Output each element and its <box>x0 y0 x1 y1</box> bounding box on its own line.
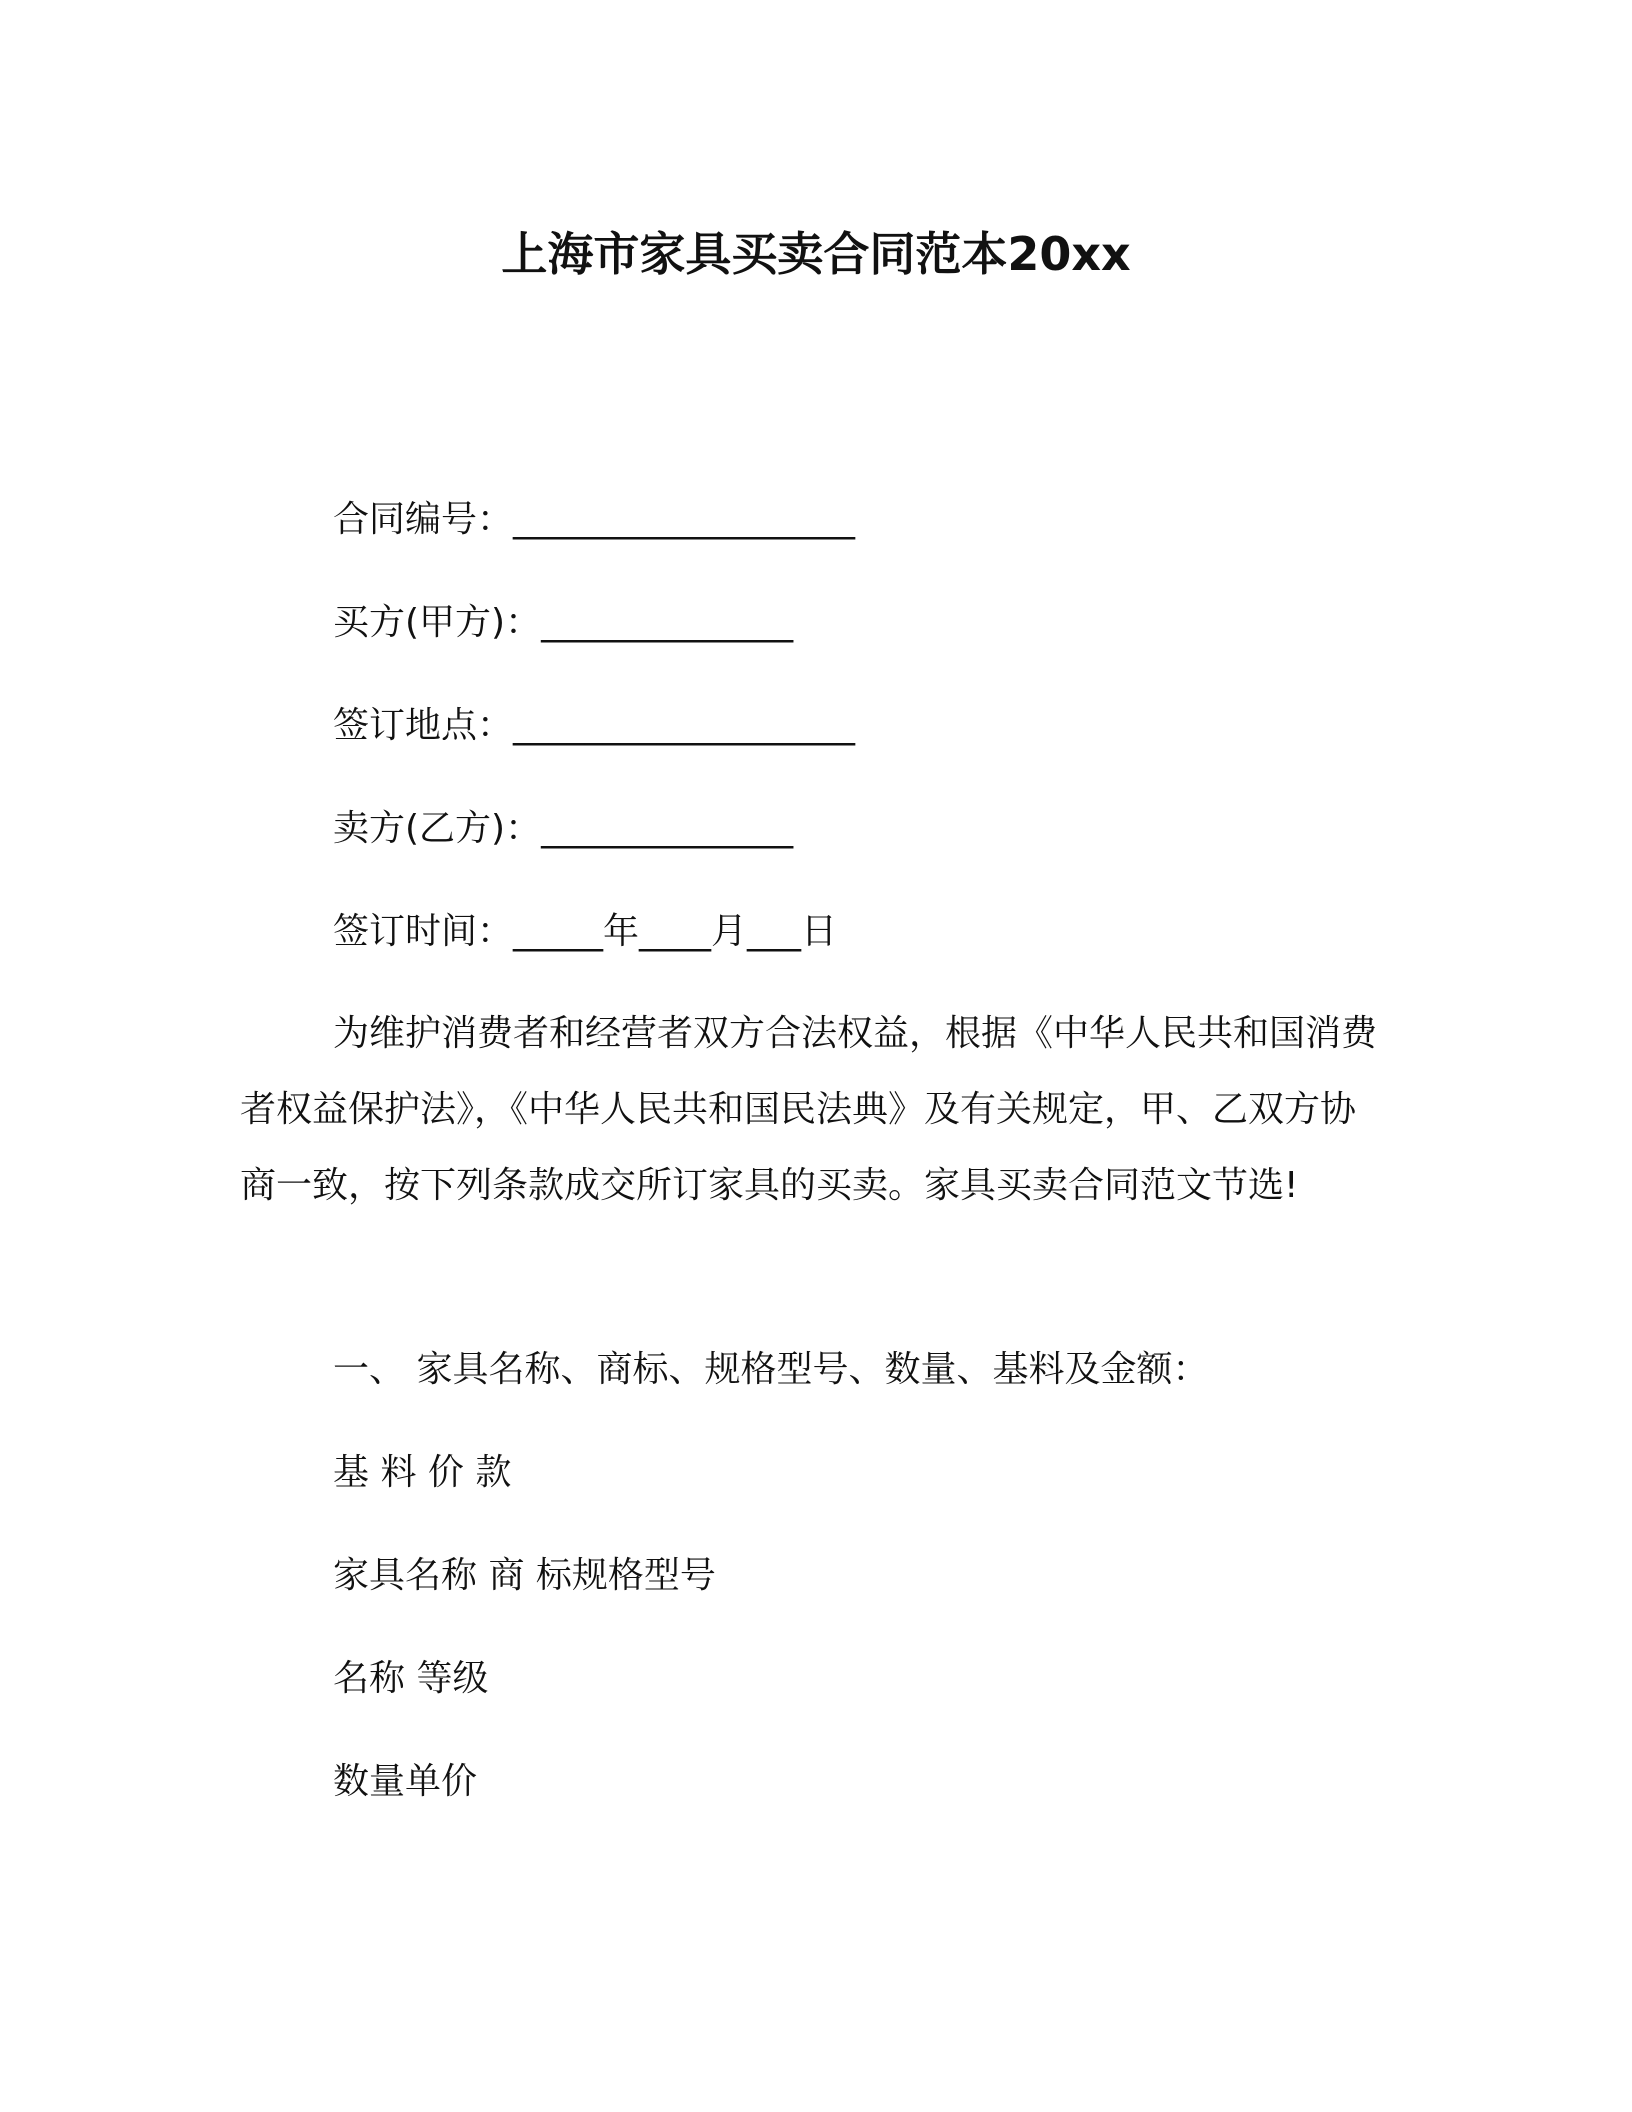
field-blank: ______________ <box>541 808 794 849</box>
document-title: 上海市家具买卖合同范本20xx <box>501 227 1131 281</box>
field-label: 买方(甲方)： <box>333 602 542 643</box>
intro-text: 为维护消费者和经营者双方合法权益，根据《中华人民共和国消费者权益保护法》，《中华人民共和国民法典》及有关规定，甲、乙双方协商一致，按下列条款成交所订家具的买卖。家具买卖合同范文节选! <box>240 1013 1378 1206</box>
field-label: 签订时间： <box>333 911 514 952</box>
field-blank: _____年____月___日 <box>513 911 838 952</box>
table-line: 家具名称 商 标规格型号 <box>333 1555 716 1596</box>
field-label: 合同编号： <box>333 499 514 540</box>
section-heading: 一、 家具名称、商标、规格型号、数量、基料及金额： <box>333 1349 1209 1390</box>
intro-paragraph <box>240 996 1380 1224</box>
field-label: 卖方(乙方)： <box>333 808 542 849</box>
field-label: 签订地点： <box>333 705 514 746</box>
field-signing-place <box>333 702 855 750</box>
field-blank: ___________________ <box>513 499 856 540</box>
table-line: 数量单价 <box>333 1761 478 1802</box>
table-line: 名称 等级 <box>333 1658 489 1699</box>
field-signing-date <box>333 908 837 956</box>
field-blank: ___________________ <box>513 705 856 746</box>
table-line: 基 料 价 款 <box>333 1452 512 1493</box>
field-buyer <box>333 599 793 647</box>
field-seller <box>333 805 793 853</box>
field-blank: ______________ <box>541 602 794 643</box>
field-contract-number <box>333 496 855 544</box>
